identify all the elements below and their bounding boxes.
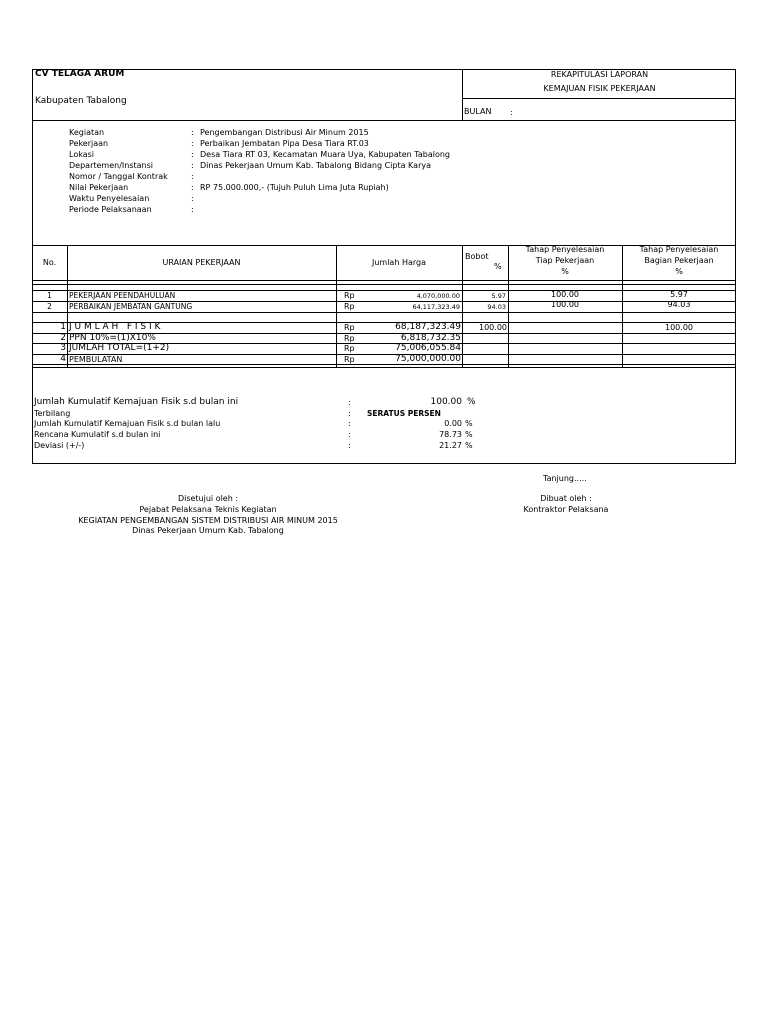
- sum2-no: 2: [60, 333, 66, 343]
- plan-label: Rencana Kumulatif s.d bulan ini: [34, 430, 161, 439]
- report-title-2: KEMAJUAN FISIK PEKERJAAN: [543, 84, 656, 93]
- contractor-title: Kontraktor Pelaksana: [523, 505, 609, 514]
- row2-uraian: PERBAIKAN JEMBATAN GANTUNG: [69, 302, 193, 311]
- deviation-unit: %: [465, 441, 473, 450]
- col-bagian-header-2: Bagian Pekerjaan: [644, 256, 714, 265]
- bulan-colon: :: [510, 108, 513, 117]
- info-label: Kegiatan: [69, 128, 105, 137]
- info-label: Lokasi: [69, 150, 94, 159]
- col-no-header: No.: [42, 258, 57, 267]
- sum2-harga: 6,818,732.35: [400, 333, 461, 343]
- approver-activity: KEGIATAN PENGEMBANGAN SISTEM DISTRIBUSI AIR MINUM 2015: [78, 516, 338, 525]
- info-value: Dinas Pekerjaan Umum Kab. Tabalong Bidang Cipta Karya: [200, 161, 431, 170]
- cum-this-month-value: 100.00: [430, 397, 462, 407]
- info-label: Waktu Penyelesaian: [69, 194, 150, 203]
- info-label: Pekerjaan: [69, 139, 109, 148]
- info-colon: :: [191, 161, 194, 170]
- info-label: Nomor / Tanggal Kontrak: [69, 172, 168, 181]
- sum2-rp: Rp: [344, 334, 355, 343]
- row1-bagian: 5.97: [670, 290, 688, 299]
- sum1-rp: Rp: [344, 323, 355, 332]
- sum4-uraian: PEMBULATAN: [69, 355, 123, 364]
- sum4-harga: 75,000,000.00: [395, 354, 461, 364]
- info-colon: :: [191, 150, 194, 159]
- deviation-value: 21.27: [439, 441, 462, 450]
- plan-value: 78.73: [439, 430, 462, 439]
- sum1-bobot: 100.00: [479, 323, 507, 332]
- col-harga-header: Jumlah Harga: [371, 258, 426, 267]
- row2-no: 2: [47, 302, 52, 311]
- info-value: Desa Tiara RT 03, Kecamatan Muara Uya, Kabupaten Tabalong: [200, 150, 450, 159]
- info-colon: :: [191, 183, 194, 192]
- sum3-rp: Rp: [344, 344, 355, 353]
- row1-harga: 4,070,000.00: [416, 292, 460, 300]
- deviation-label: Deviasi (+/-): [34, 441, 85, 450]
- sum4-rp: Rp: [344, 355, 355, 364]
- cum-last-month-value: 0.00: [444, 419, 462, 428]
- row2-tiap: 100.00: [551, 300, 579, 309]
- row1-no: 1: [47, 291, 52, 300]
- row2-bagian: 94.03: [667, 300, 691, 309]
- bulan-label: BULAN: [464, 107, 492, 116]
- company-name: CV TELAGA ARUM: [35, 69, 125, 79]
- made-by-label: Dibuat oleh :: [540, 494, 592, 503]
- sum1-harga: 68,187,323.49: [395, 322, 461, 332]
- cum-last-month-label: Jumlah Kumulatif Kemajuan Fisik s.d bulan lalu: [34, 419, 221, 428]
- sum1-bagian: 100.00: [665, 323, 693, 332]
- plan-unit: %: [465, 430, 473, 439]
- col-bagian-header-3: %: [675, 267, 683, 276]
- kabupaten-label: Kabupaten Tabalong: [35, 96, 127, 106]
- cum-this-month-unit: %: [467, 397, 476, 407]
- approver-agency: Dinas Pekerjaan Umum Kab. Tabalong: [132, 526, 284, 535]
- sum3-no: 3: [60, 343, 66, 353]
- info-colon: :: [191, 128, 194, 137]
- cum-last-month-unit: %: [465, 419, 473, 428]
- info-colon: :: [191, 139, 194, 148]
- row1-bobot: 5.97: [491, 292, 506, 300]
- cum-this-month-label: Jumlah Kumulatif Kemajuan Fisik s.d bulan ini: [34, 397, 239, 407]
- approved-by-label: Disetujui oleh :: [177, 494, 239, 503]
- info-value: Perbaikan Jembatan Pipa Desa Tiara RT.03: [200, 139, 369, 148]
- col-tiap-header-2: Tiap Pekerjaan: [535, 256, 595, 265]
- info-value: Pengembangan Distribusi Air Minum 2015: [200, 128, 369, 137]
- sum3-harga: 75,006,055.84: [395, 343, 461, 353]
- col-tiap-header-1: Tahap Penyelesaian: [525, 245, 605, 254]
- col-bagian-header-1: Tahap Penyelesaian: [639, 245, 719, 254]
- info-label: Periode Pelaksanaan: [69, 205, 152, 214]
- cum-this-month-colon: :: [348, 398, 351, 407]
- info-colon: :: [191, 205, 194, 214]
- info-colon: :: [191, 194, 194, 203]
- col-bobot-header: Bobot: [465, 252, 489, 261]
- info-label: Nilai Pekerjaan: [69, 183, 129, 192]
- approver-title: Pejabat Pelaksana Teknis Kegiatan: [139, 505, 277, 514]
- col-tiap-header-3: %: [561, 267, 569, 276]
- col-uraian-header: URAIAN PEKERJAAN: [162, 258, 241, 267]
- info-colon: :: [191, 172, 194, 181]
- plan-colon: :: [348, 430, 351, 439]
- row1-uraian: PEKERJAAN PEENDAHULUAN: [69, 291, 176, 300]
- sum2-uraian: PPN 10%=(1)X10%: [69, 333, 156, 343]
- row2-harga: 64,117,323.49: [412, 303, 460, 311]
- sum4-no: 4: [60, 354, 66, 364]
- row1-tiap: 100.00: [551, 290, 579, 299]
- signature-place: Tanjung.....: [543, 474, 587, 483]
- row2-bobot: 94.03: [487, 303, 506, 311]
- cum-last-month-colon: :: [348, 419, 351, 428]
- row1-rp: Rp: [344, 291, 355, 300]
- sum3-uraian: JUMLAH TOTAL=(1+2): [69, 343, 170, 353]
- col-bobot-pct: %: [494, 262, 502, 271]
- terbilang-colon: :: [348, 409, 351, 418]
- sum1-no: 1: [60, 322, 66, 332]
- report-title-1: REKAPITULASI LAPORAN: [550, 70, 649, 79]
- terbilang-label: Terbilang: [34, 409, 71, 418]
- row2-rp: Rp: [344, 302, 355, 311]
- terbilang-value: SERATUS PERSEN: [367, 409, 441, 418]
- info-label: Departemen/Instansi: [69, 161, 153, 170]
- deviation-colon: :: [348, 441, 351, 450]
- sum1-uraian: J U M L A H F I S I K: [69, 322, 161, 332]
- info-value: RP 75.000.000,- (Tujuh Puluh Lima Juta Rupiah): [200, 183, 389, 192]
